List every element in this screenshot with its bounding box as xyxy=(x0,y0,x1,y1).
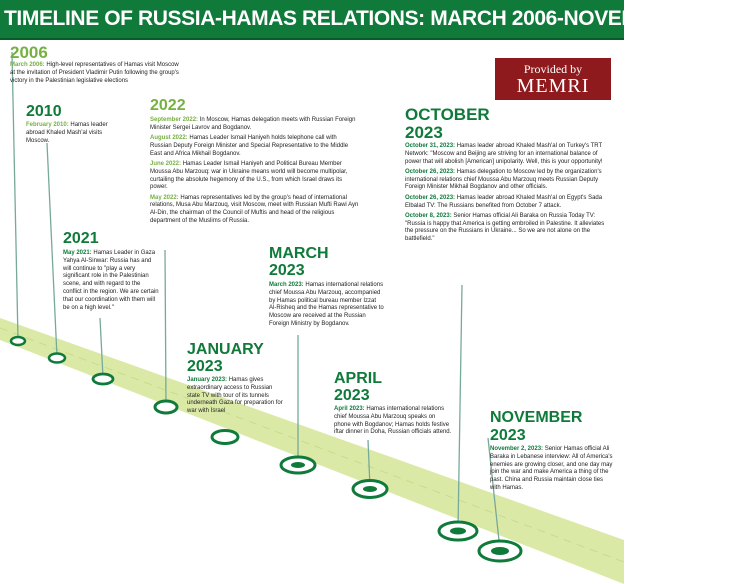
month-march: MARCH xyxy=(269,245,329,262)
entry-date: August 2022: xyxy=(150,135,188,142)
year-november-2023: 2023 xyxy=(490,427,526,444)
entry xyxy=(490,446,614,493)
page-title: TIMELINE OF RUSSIA-HAMAS RELATIONS: MARCH 2006-NOVEMBER 2023 xyxy=(4,7,732,30)
entry-text: High-level representatives of Hamas visit Moscow at the invitation of President Vladimir Putin following the group's victory in the Palestinian legislative elections xyxy=(10,62,179,84)
entry xyxy=(150,117,360,133)
entry-text: Senior Hamas official Ali Baraka on Russia Today TV: "Russia is happy that America is getting embroiled in Palestine. It alleviates the pressure on the Russians in Ukraine... So we are not alone on the battlefield." xyxy=(405,212,605,243)
entry-text: Senior Hamas official Ali Baraka in Lebanese interview: All of America's enemies are growing closer, and one day may join the war and make America a thing of the past. China and Russia maintain close ties with Hamas. xyxy=(490,446,613,491)
year-march-2023: 2023 xyxy=(269,262,305,279)
entry-text: In Moscow, Hamas delegation meets with Russian Foreign Minister Sergei Lavrov and Bogdanov. xyxy=(150,117,356,131)
month-november: NOVEMBER xyxy=(490,409,583,426)
section-nov2023 xyxy=(490,446,614,495)
entry-text: Hamas international relations chief Moussa Abu Marzouq, accompanied by Hamas political bureau member Izzat Al-Risheq and the Hamas representative to Moscow are received at the Russian Foreign Ministry by Bogdanov. xyxy=(269,282,384,327)
entry-date: May 2022: xyxy=(150,194,179,201)
entry xyxy=(269,282,384,329)
pin-jan2023 xyxy=(212,431,238,444)
entry-text: Hamas leader abroad Khaled Mash'al on Turkey's TRT Network: "Moscow and Beijing are striving for an international balance of power that will abolish [American] unipolarity. Well, this is your opportunity! xyxy=(405,143,603,165)
year-january-2023: 2023 xyxy=(187,358,223,375)
entry xyxy=(405,169,613,192)
entry-date: September 2022: xyxy=(150,117,199,123)
section-mar2023 xyxy=(269,282,384,331)
section-oct2023 xyxy=(405,143,613,247)
entry-date: October 26, 2023: xyxy=(405,194,456,201)
year-2022: 2022 xyxy=(150,97,186,114)
pin-2006 xyxy=(11,52,25,345)
year-2021: 2021 xyxy=(63,230,99,247)
entry xyxy=(187,377,285,416)
entry xyxy=(334,406,452,437)
entry-text: Hamas leader abroad Khaled Mash'al on Egypt's Sada Elbalad TV: The Russians benefited from October 7 attack. xyxy=(405,194,603,209)
entry-date: October 26, 2023: xyxy=(405,168,456,175)
year-october-2023: 2023 xyxy=(405,123,443,142)
section-apr2023 xyxy=(334,406,452,440)
entry-text: Hamas Leader Ismail Haniyeh holds telephone call with Russian Deputy Foreign Minister and Special Representative to the Middle East and Africa Mikhail Bogdanov. xyxy=(150,135,349,157)
entry xyxy=(26,122,108,145)
section-2006 xyxy=(10,62,185,88)
entry-text: Hamas Leader Ismail Haniyeh and Political Bureau Member Moussa Abu Marzouq: war in Ukraine means world will become multipolar, curtailing the absolute hegemony of the U.S., from which Israel draws its power. xyxy=(150,160,348,191)
entry xyxy=(150,161,360,192)
entry xyxy=(405,143,613,166)
entry xyxy=(63,250,159,312)
month-april: APRIL xyxy=(334,370,382,387)
entry-date: January 2023: xyxy=(187,377,228,383)
entry-text: Hamas leader abroad Khaled Mash'al visits Moscow. xyxy=(26,122,108,144)
section-jan2023 xyxy=(187,377,285,418)
entry-date: June 2022: xyxy=(150,160,182,167)
year-2006: 2006 xyxy=(10,43,48,62)
memri-logo: MEMRI xyxy=(516,75,590,97)
month-october: OCTOBER xyxy=(405,105,490,124)
year-2010: 2010 xyxy=(26,103,62,120)
entry xyxy=(150,195,360,226)
entry-date: March 2023: xyxy=(269,282,304,288)
entry-date: October 8, 2023: xyxy=(405,212,452,219)
entry-text: Hamas Leader in Gaza Yahya Al-Sinwar: Russia has and will continue to "play a very significant role in the Palestinian scene, and with regard to the conflict in the region. We are certain that our coordination with them will be on a high level." xyxy=(63,250,159,311)
entry-date: April 2023: xyxy=(334,406,365,412)
section-2022 xyxy=(150,117,360,228)
memri-badge xyxy=(495,58,611,100)
year-april-2023: 2023 xyxy=(334,387,370,404)
entry-text: Hamas gives extraordinary access to Russian state TV with tour of its tunnels underneath Gaza for preparation for war with Israel xyxy=(187,377,283,415)
entry-date: November 2, 2023: xyxy=(490,446,544,452)
entry-text: Hamas representatives led by the group's head of international relations, Musa Abu Marzouq, visit Moscow, meet with Russian Mufti Rawi Ayn Al-Din, the chairman of the Council of Muftis and head of the religious department of the Muslims of Russia. xyxy=(150,194,359,225)
entry-text: Hamas international relations chief Moussa Abu Marzouq speaks on phone with Bogdanov; Hamas holds festive iftar dinner in Doha, Russian officials attend. xyxy=(334,406,452,436)
entry-date: February 2010: xyxy=(26,122,69,128)
entry xyxy=(405,195,613,211)
entry-date: March 2006: xyxy=(10,62,45,68)
pin-2021 xyxy=(93,318,113,384)
entry xyxy=(150,135,360,158)
entry-date: May 2021: xyxy=(63,250,92,256)
entry-text: Hamas delegation to Moscow led by the organization's international relations chief Moussa Abu Marzouq meets Russian Deputy Foreign Minister Mikhail Bogdanov and other officials. xyxy=(405,168,602,191)
entry xyxy=(10,62,185,85)
section-2010 xyxy=(26,122,108,148)
month-january: JANUARY xyxy=(187,341,264,358)
section-2021 xyxy=(63,250,159,315)
entry xyxy=(405,213,613,244)
entry-date: October 31, 2023: xyxy=(405,143,456,149)
badge-provided-by: Provided by xyxy=(523,62,583,76)
